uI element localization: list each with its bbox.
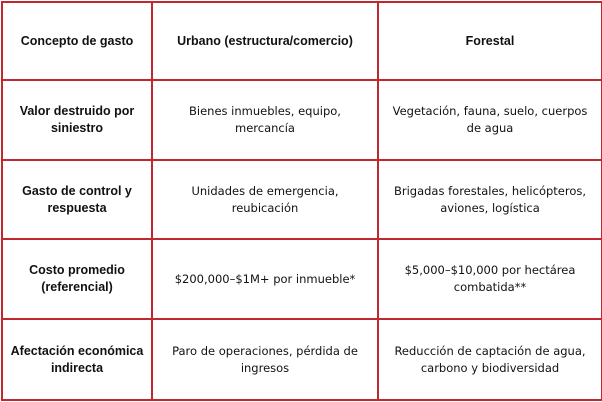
header-concepto: Concepto de gasto <box>2 2 152 80</box>
cell-forestal: Reducción de captación de agua, carbono y biodiversidad <box>378 319 602 400</box>
cell-forestal: Vegetación, fauna, suelo, cuerpos de agua <box>378 80 602 160</box>
cell-urbano: $200,000–$1M+ por inmueble* <box>152 239 378 319</box>
cell-urbano: Paro de operaciones, pérdida de ingresos <box>152 319 378 400</box>
row-label-afectacion-indirecta: Afectación económica indirecta <box>2 319 152 400</box>
header-row <box>2 2 602 80</box>
table-row <box>2 80 602 160</box>
table-row <box>2 239 602 319</box>
cell-urbano: Unidades de emergencia, reubicación <box>152 160 378 239</box>
table-row <box>2 160 602 239</box>
header-forestal: Forestal <box>378 2 602 80</box>
row-label-costo-promedio: Costo promedio (referencial) <box>2 239 152 319</box>
cell-urbano: Bienes inmuebles, equipo, mercancía <box>152 80 378 160</box>
cost-comparison-table <box>1 1 602 401</box>
cell-forestal: Brigadas forestales, helicópteros, aviones, logística <box>378 160 602 239</box>
table-row <box>2 319 602 400</box>
header-urbano: Urbano (estructura/comercio) <box>152 2 378 80</box>
row-label-gasto-control: Gasto de control y respuesta <box>2 160 152 239</box>
cell-forestal: $5,000–$10,000 por hectárea combatida** <box>378 239 602 319</box>
row-label-valor-destruido: Valor destruido por siniestro <box>2 80 152 160</box>
